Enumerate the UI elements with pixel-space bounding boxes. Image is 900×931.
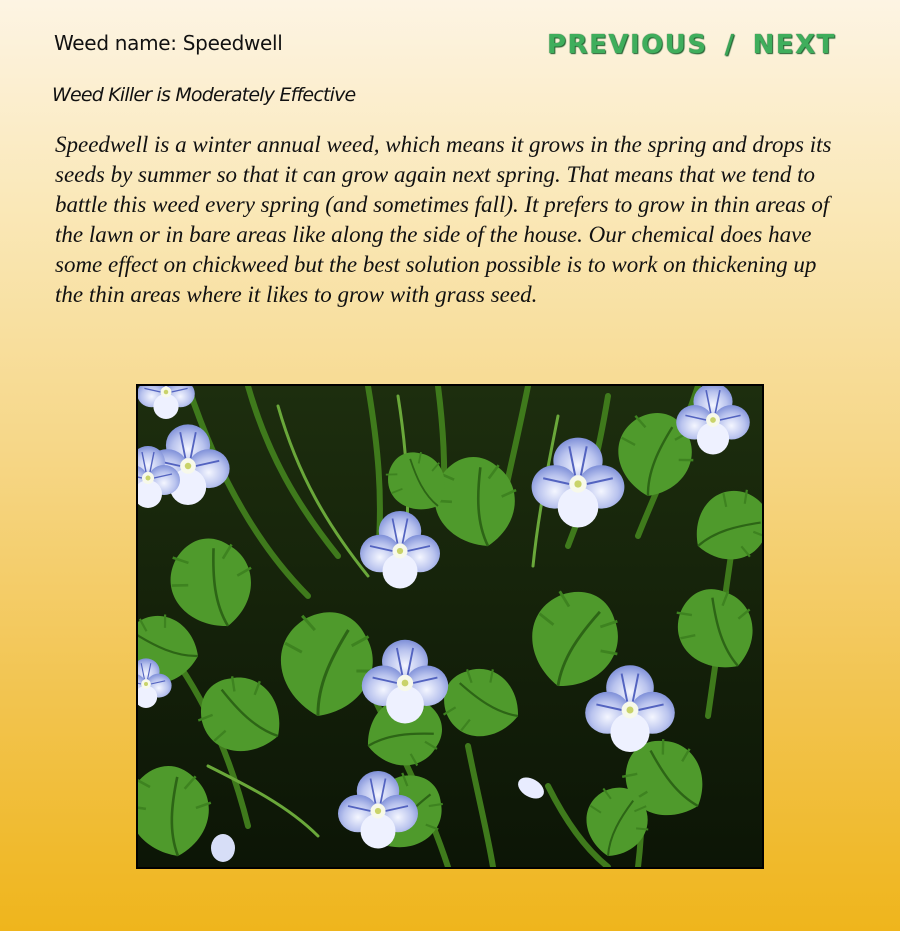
- speedwell-photo: [136, 384, 764, 869]
- next-link[interactable]: NEXT: [752, 30, 836, 60]
- effectiveness-rating: Weed Killer is Moderately Effective: [52, 84, 356, 106]
- weed-name-heading: Weed name: Speedwell: [54, 31, 283, 55]
- previous-link[interactable]: PREVIOUS: [547, 30, 708, 60]
- nav-separator: /: [724, 30, 736, 60]
- pagination-nav: [547, 27, 836, 63]
- weed-description: Speedwell is a winter annual weed, which means it grows in the spring and drops its seeds by summer so that it can grow again next spring. That means that we tend to battle this weed every spring (and sometimes fall). It prefers to grow in thin areas of the lawn or in bare areas like along the side of the house. Our chemical does have some effect on chickweed but the best solution possible is to work on thickening up the thin areas where it likes to grow with grass seed.: [55, 132, 832, 307]
